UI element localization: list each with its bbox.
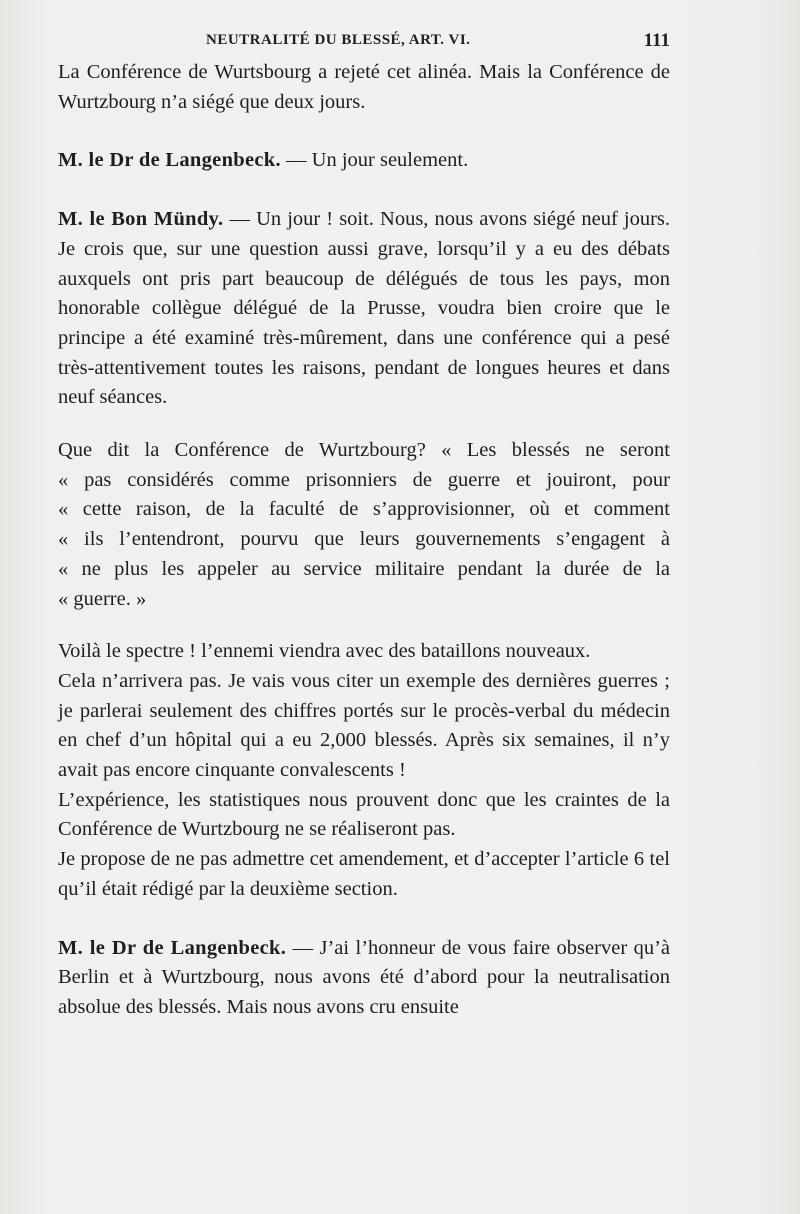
quote-line: « guerre. » <box>58 587 147 610</box>
page-header <box>58 30 670 54</box>
paragraph-1: La Conférence de Wurtsbourg a rejeté cet alinéa. Mais la Conférence de Wurtzbourg n’a siégé que deux jours. <box>58 61 670 113</box>
paragraph-3 <box>58 205 670 413</box>
quote-paragraph <box>58 436 670 614</box>
speaker-langenbeck: M. le Dr de Langenbeck. <box>58 149 281 172</box>
quote-line: « ils l’entendront, pourvu que leurs gouvernements s’engagent à <box>58 528 670 551</box>
quote-line: « cette raison, de la faculté de s’approvisionner, où et comment <box>58 498 670 521</box>
quote-line: « pas considérés comme prisonniers de guerre et jouiront, pour <box>58 468 670 491</box>
paragraph-2 <box>58 146 670 176</box>
speaker-mundy: M. le Bon Mündy. <box>58 208 224 231</box>
running-title: NEUTRALITÉ DU BLESSÉ, ART. VI. <box>206 32 471 48</box>
paragraph-8: Je propose de ne pas admettre cet amendement, et d’accepter l’article 6 tel qu’il était rédigé par la deuxième section. <box>58 848 670 900</box>
speech-text: — Un jour ! soit. Nous, nous avons siégé neuf jours. Je crois que, sur une question aussi grave, lorsqu’il y a eu des débats auxquels ont pris part beaucoup de délégués de tous les pays, mon honorable collègue délégué de la Prusse, voudra bien croire que le principe a été examiné très-mûrement, dans une conférence qui a pesé très-attentivement toutes les raisons, pendant de longues heures et dans neuf séances. <box>58 208 671 409</box>
paragraph-7: L’expérience, les statistiques nous prouvent donc que les craintes de la Conférence de Wurtzbourg ne se réaliseront pas. <box>58 788 670 841</box>
quote-line: « ne plus les appeler au service militaire pendant la durée de la <box>58 557 670 580</box>
page-number: 111 <box>643 30 670 51</box>
quote-line: Que dit la Conférence de Wurtzbourg? « Les blessés ne seront <box>58 439 670 462</box>
speech-text: — J’ai l’honneur de vous faire observer qu’à Berlin et à Wurtzbourg, nous avons été d’abord pour la neutralisation absolue des blessés. Mais nous avons cru ensuite <box>58 936 670 1018</box>
paragraph-6: Cela n’arrivera pas. Je vais vous citer un exemple des dernières guerres ; je parlerai seulement des chiffres portés sur le procès-verbal du médecin en chef d’un hôpital qui a eu 2,000 blessés. Après six semaines, il n’y avait pas encore cinquante convalescents ! <box>58 669 670 782</box>
speaker-langenbeck: M. le Dr de Langenbeck. <box>58 936 287 959</box>
paragraph-9 <box>58 934 670 1023</box>
speech-text: — Un jour seulement. <box>286 149 469 172</box>
page-body <box>58 58 670 1023</box>
paragraph-5: Voilà le spectre ! l’ennemi viendra avec des bataillons nouveaux. <box>58 640 591 663</box>
